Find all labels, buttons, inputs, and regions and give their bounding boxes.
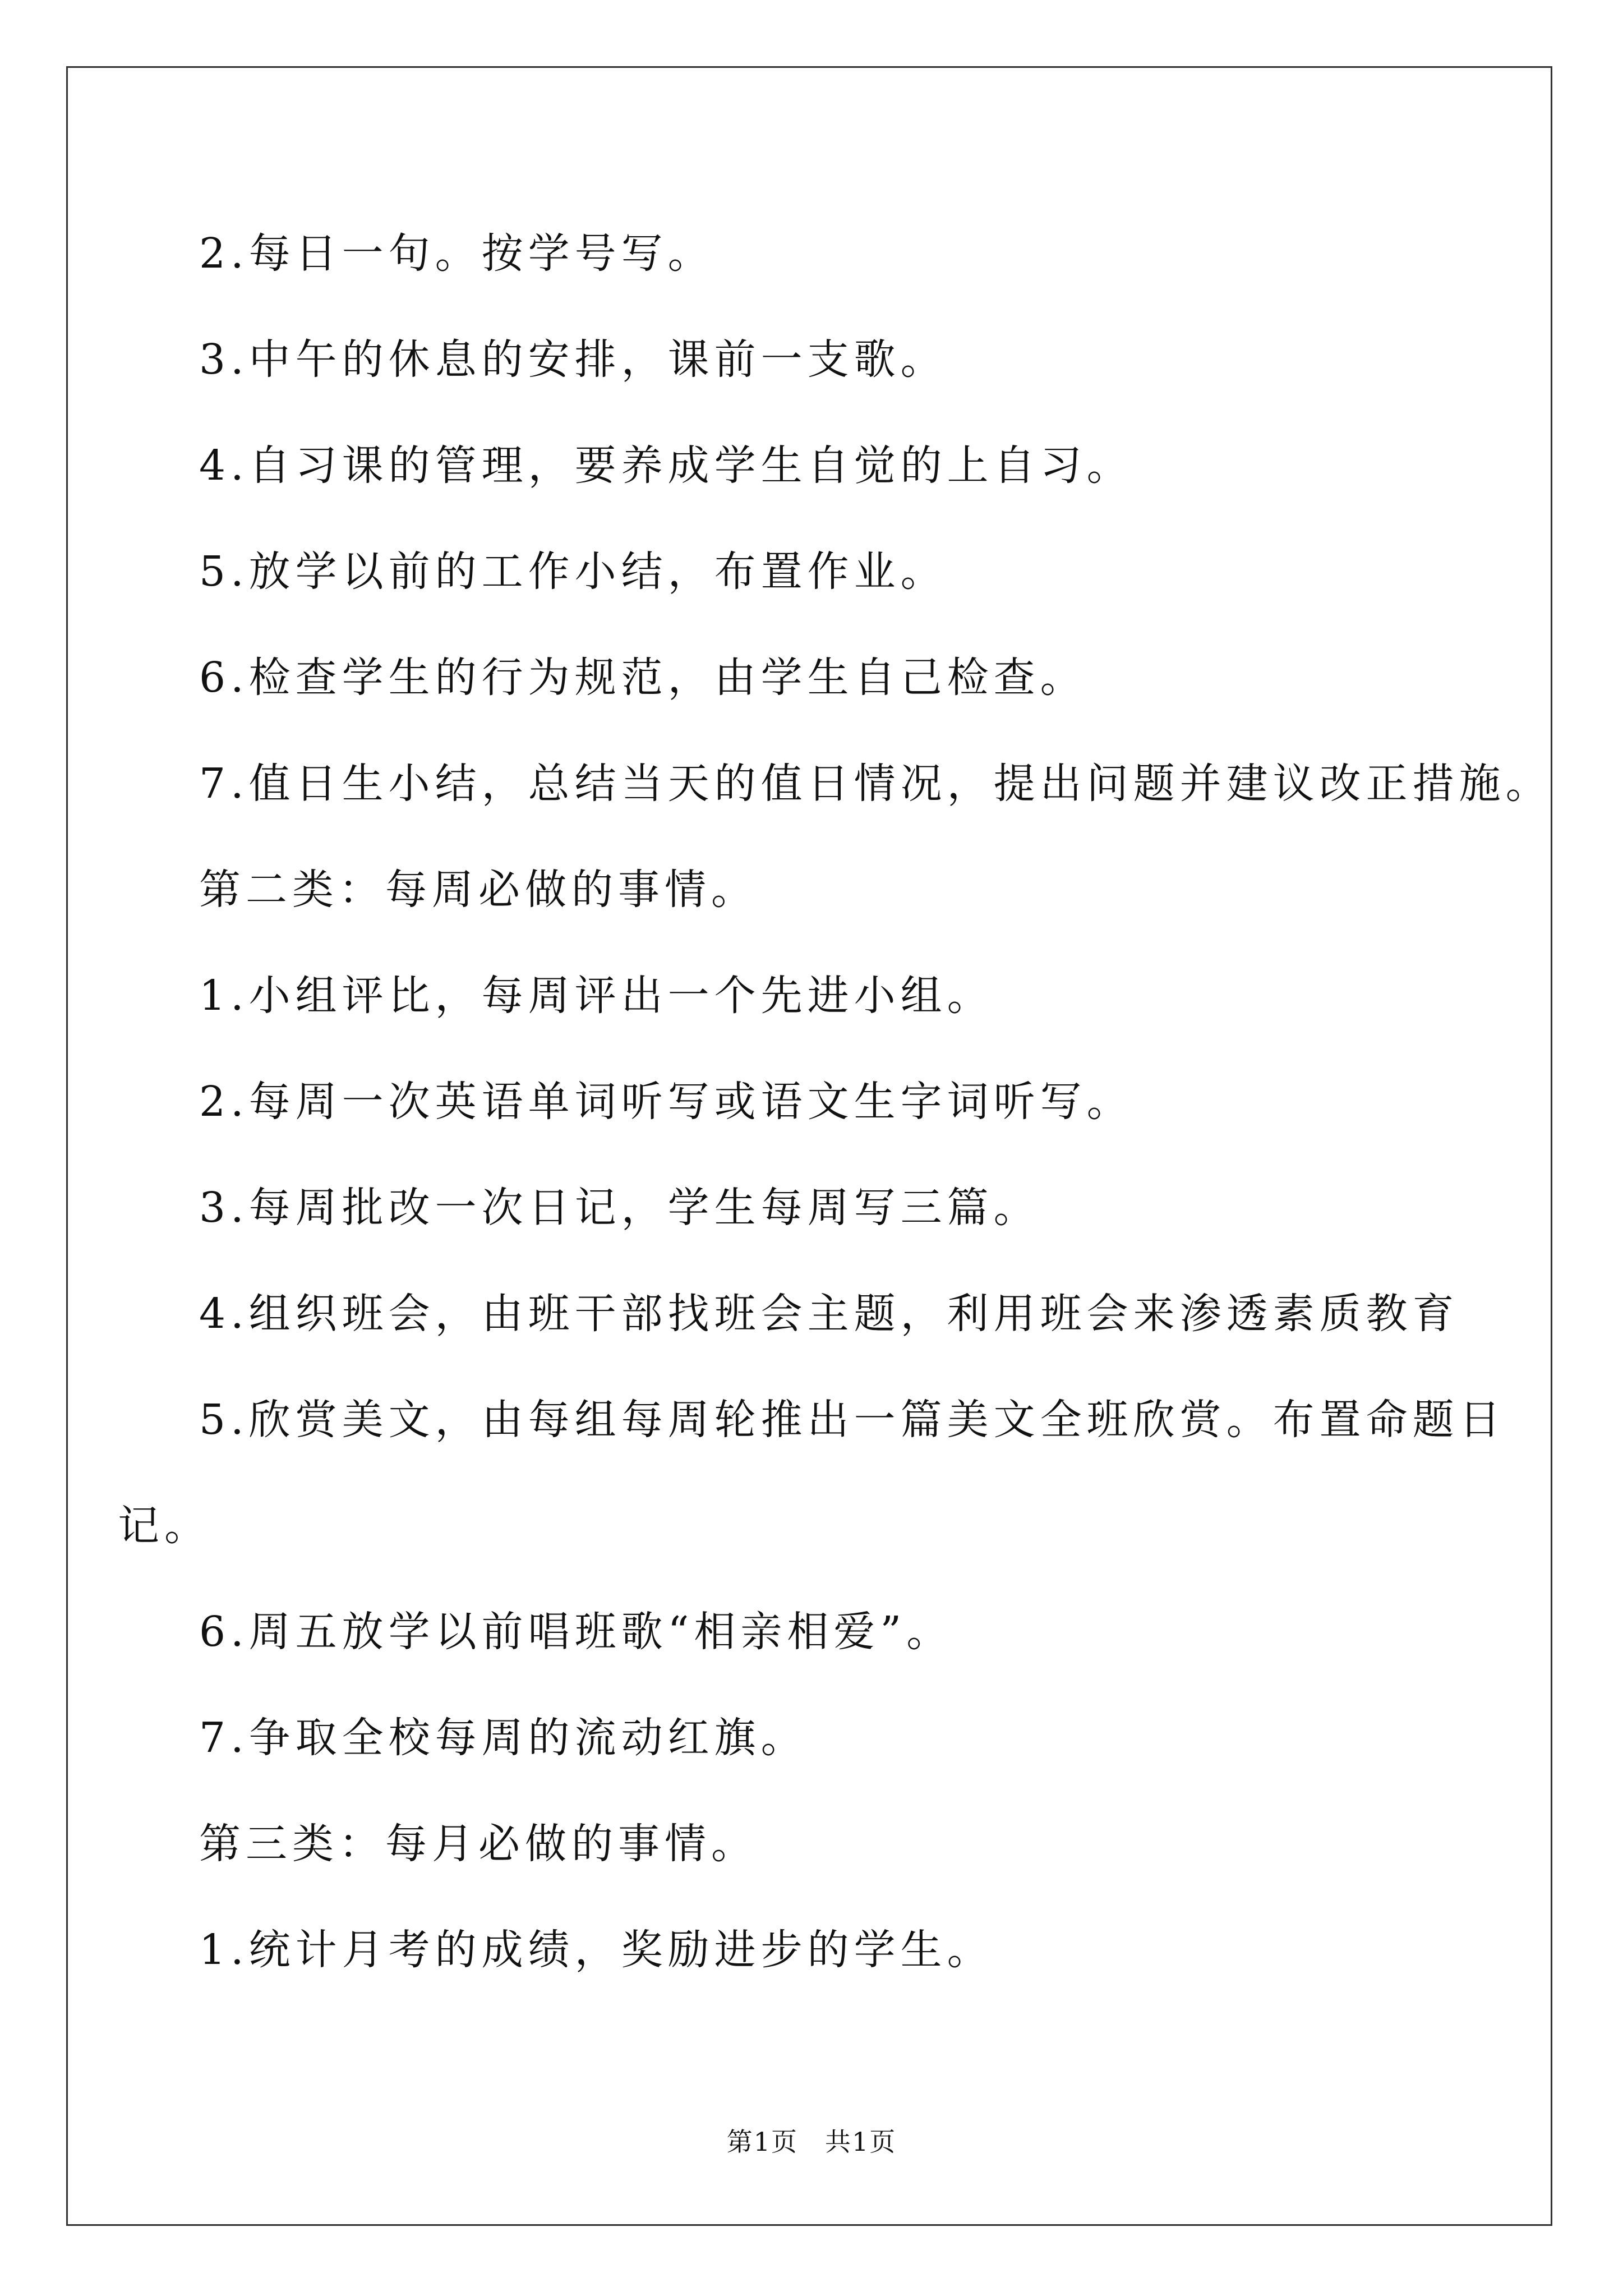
page-border — [66, 66, 1552, 2226]
section-heading: 第二类：每周必做的事情。 — [199, 866, 758, 914]
text-line: 5.欣赏美文，由每组每周轮推出一篇美文全班欣赏。布置命题日 — [199, 1396, 1506, 1444]
text-line: 1.小组评比，每周评出一个先进小组。 — [199, 972, 994, 1020]
text-line: 7.值日生小结，总结当天的值日情况，提出问题并建议改正措施。 — [199, 760, 1552, 808]
text-line: 3.中午的休息的安排，课前一支歌。 — [199, 335, 947, 384]
text-line: 4.自习课的管理，要养成学生自觉的上自习。 — [199, 441, 1133, 490]
text-line: 2.每日一句。按学号写。 — [199, 229, 714, 278]
text-line: 4.组织班会，由班干部找班会主题，利用班会来渗透素质教育 — [199, 1290, 1459, 1338]
text-line-continuation: 记。 — [118, 1502, 211, 1550]
text-line: 2.每周一次英语单词听写或语文生字词听写。 — [199, 1078, 1133, 1126]
section-heading: 第三类：每月必做的事情。 — [199, 1820, 758, 1868]
text-line: 5.放学以前的工作小结，布置作业。 — [199, 547, 947, 596]
text-line: 7.争取全校每周的流动红旗。 — [199, 1714, 808, 1762]
text-line: 1.统计月考的成绩，奖励进步的学生。 — [199, 1926, 994, 1974]
text-line: 6.周五放学以前唱班歌“相亲相爱”。 — [199, 1608, 953, 1656]
text-line: 6.检查学生的行为规范，由学生自己检查。 — [199, 654, 1087, 702]
page-number: 第1页 共1页 — [726, 2127, 897, 2157]
text-line: 3.每周批改一次日记，学生每周写三篇。 — [199, 1184, 1040, 1232]
